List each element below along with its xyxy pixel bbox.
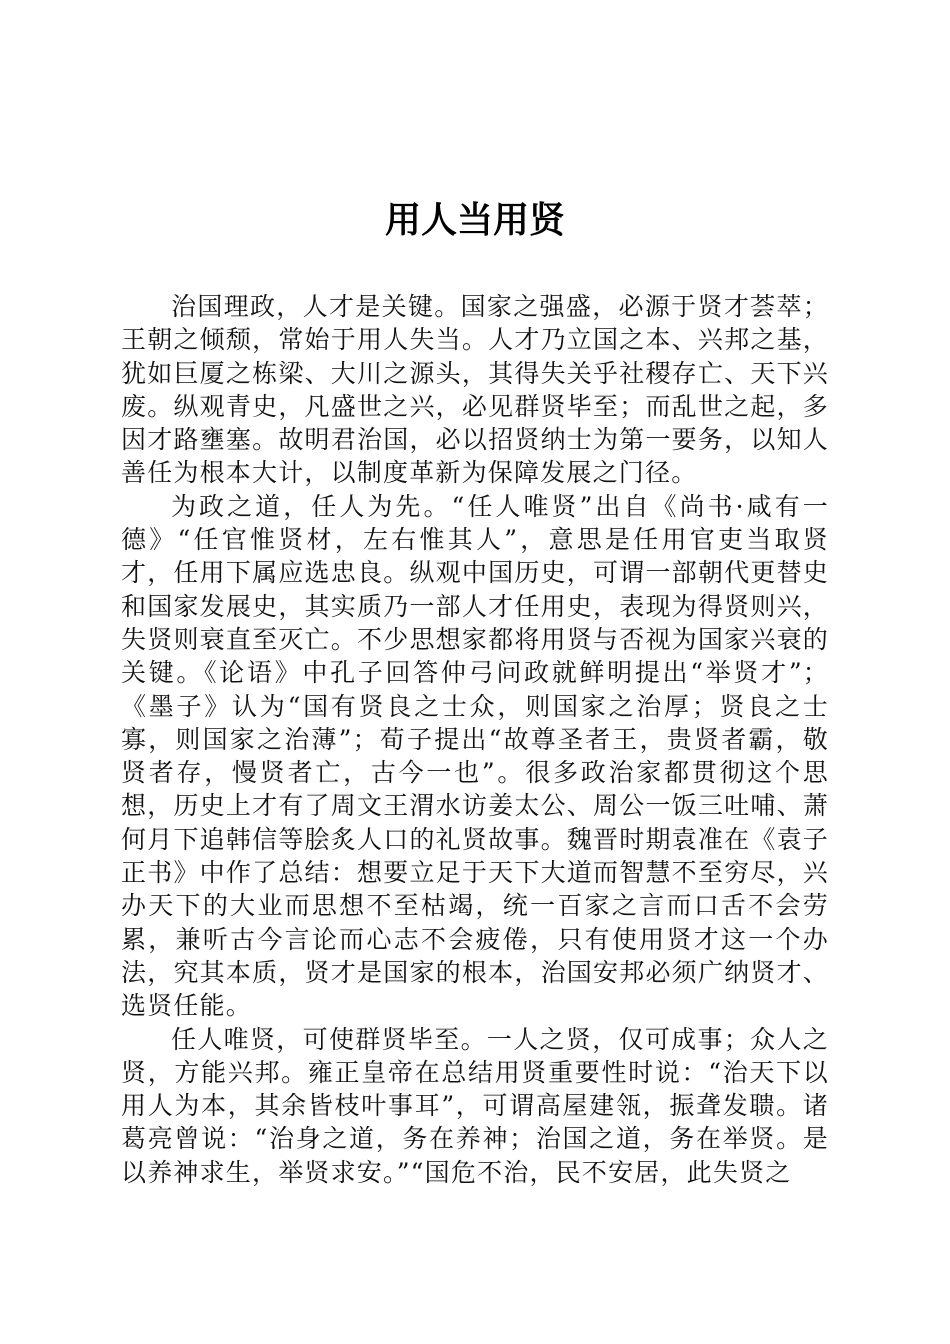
paragraph: 为政之道，任人为先。“任人唯贤”出自《尚书·咸有一德》“任官惟贤材，左右惟其人”，意思是任用官吏当取贤才，任用下属应选忠良。纵观中国历史，可谓一部朝代更替史和国家发展史，其实质乃一部人才任用史，表现为得贤则兴，失贤则衰直至灭亡。不少思想家都将用贤与否视为国家兴衰的关键。《论语》中孔子回答仲弓问政就鲜明提出“举贤才”；《墨子》认为“国有贤良之士众，则国家之治厚；贤良之士寡，则国家之治薄”；荀子提出“故尊圣者王，贵贤者霸，敬贤者存，慢贤者亡，古今一也”。很多政治家都贯彻这个思想，历史上才有了周文王渭水访姜太公、周公一饭三吐哺、萧何月下追韩信等脍炙人口的礼贤故事。魏晋时期袁准在《袁子正书》中作了总结：想要立足于天下大道而智慧不至穷尽，兴办天下的大业而思想不至枯竭，统一百家之言而口舌不会劳累，兼听古今言论而心志不会疲倦，只有使用贤才这一个办法，究其本质，贤才是国家的根本，治国安邦必须广纳贤才、选贤任能。 (121, 491, 829, 1021)
paragraph: 任人唯贤，可使群贤毕至。一人之贤，仅可成事；众人之贤，方能兴邦。雍正皇帝在总结用贤重要性时说：“治天下以用人为本，其余皆枝叶事耳”，可谓高屋建瓴，振聋发聩。诸葛亮曾说：“治身之道，务在养神；治国之道，务在举贤。是以养神求生，举贤求安。”“国危不治，民不安居，此失贤之 (121, 1024, 829, 1187)
paragraph: 治国理政，人才是关键。国家之强盛，必源于贤才荟萃；王朝之倾颓，常始于用人失当。人才乃立国之本、兴邦之基，犹如巨厦之栋梁、大川之源头，其得失关乎社稷存亡、天下兴废。纵观青史，凡盛世之兴，必见群贤毕至；而乱世之起，多因才路壅塞。故明君治国，必以招贤纳士为第一要务，以知人善任为根本大计，以制度革新为保障发展之门径。 (121, 292, 829, 488)
document-title: 用人当用贤 (384, 199, 565, 241)
document-body (121, 290, 829, 1189)
